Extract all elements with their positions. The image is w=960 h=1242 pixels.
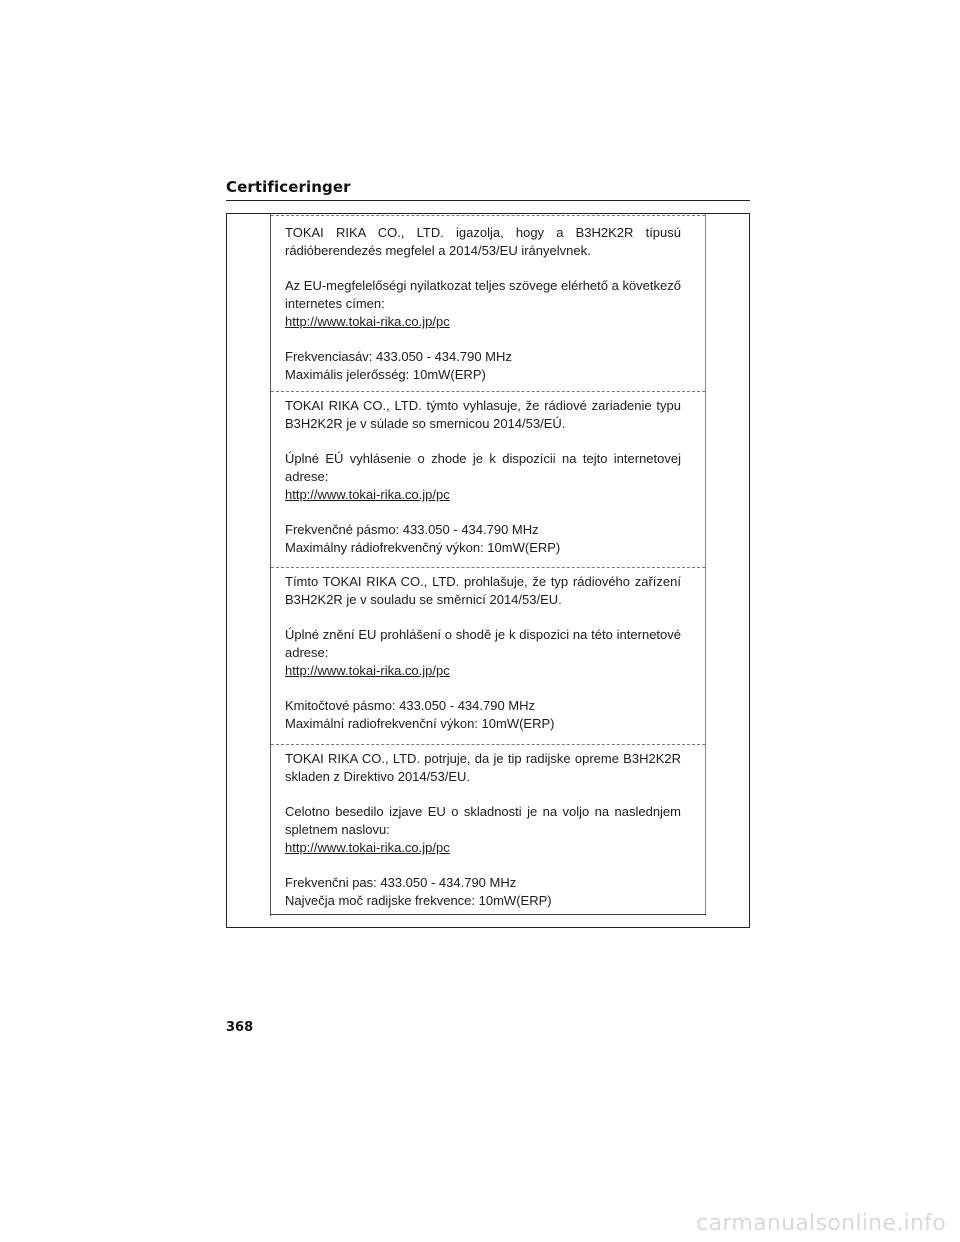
declaration-url-link[interactable]: http://www.tokai-rika.co.jp/pc (285, 487, 450, 502)
declaration-statement (285, 750, 681, 786)
declaration-availability (285, 803, 681, 857)
statement-line: TOKAI RIKA CO., LTD. igazolja, hogy a B3H2K2R típusú (285, 225, 681, 240)
declaration-specs (285, 874, 681, 910)
max-power: Maximális jelerősség: 10mW(ERP) (285, 367, 486, 382)
section-divider (271, 567, 705, 568)
availability-line: Úplné EÚ vyhlásenie o zhode je k dispozícii na tejto internetovej (285, 451, 681, 466)
max-power: Maximální radiofrekvenční výkon: 10mW(ERP) (285, 716, 555, 731)
availability-line: spletnem naslovu: (285, 822, 390, 837)
availability-line: Úplné znění EU prohlášení o shodě je k dispozici na této internetové (285, 627, 681, 642)
statement-line: B3H2K2R je v súlade so smernicou 2014/53/EÚ. (285, 416, 566, 431)
declaration-url-link[interactable]: http://www.tokai-rika.co.jp/pc (285, 840, 450, 855)
frequency-band: Frekvenciasáv: 433.050 - 434.790 MHz (285, 349, 512, 364)
header-rule (226, 200, 750, 201)
max-power: Maximálny rádiofrekvenčný výkon: 10mW(ERP) (285, 540, 561, 555)
declaration-slovenian (285, 750, 681, 910)
certificate-document (270, 214, 706, 916)
statement-line: rádióberendezés megfelel a 2014/53/EU irányelvnek. (285, 243, 591, 258)
declaration-specs (285, 697, 681, 733)
availability-line: Celotno besedilo izjave EU o skladnosti je na voljo na naslednjem (285, 804, 681, 819)
availability-line: adrese: (285, 645, 329, 660)
declaration-czech (285, 573, 681, 733)
statement-line: skladen z Direktivo 2014/53/EU. (285, 769, 470, 784)
declaration-statement (285, 573, 681, 609)
declaration-availability (285, 450, 681, 504)
declaration-specs (285, 348, 681, 384)
section-divider (271, 744, 705, 745)
declaration-specs (285, 521, 681, 557)
statement-line: Tímto TOKAI RIKA CO., LTD. prohlašuje, že typ rádiového zařízení (285, 574, 681, 589)
page-header (226, 178, 750, 201)
declaration-url-link[interactable]: http://www.tokai-rika.co.jp/pc (285, 314, 450, 329)
statement-line: TOKAI RIKA CO., LTD. potrjuje, da je tip radijske opreme B3H2K2R (285, 751, 681, 766)
watermark-text: carmanualsonline.info (696, 1211, 946, 1236)
declaration-url-link[interactable]: http://www.tokai-rika.co.jp/pc (285, 663, 450, 678)
availability-line: internetes címen: (285, 296, 385, 311)
declaration-availability (285, 277, 681, 331)
availability-line: Az EU-megfelelőségi nyilatkozat teljes szövege elérhető a következő (285, 278, 681, 293)
declaration-statement (285, 397, 681, 433)
declaration-slovak (285, 397, 681, 557)
declaration-statement (285, 224, 681, 260)
max-power: Največja moč radijske frekvence: 10mW(ERP) (285, 893, 552, 908)
frequency-band: Kmitočtové pásmo: 433.050 - 434.790 MHz (285, 698, 536, 713)
statement-line: TOKAI RIKA CO., LTD. týmto vyhlasuje, že rádiové zariadenie typu (285, 398, 681, 413)
availability-line: adrese: (285, 469, 329, 484)
section-divider (271, 391, 705, 392)
declaration-hungarian (285, 224, 681, 384)
page-number: 368 (226, 1020, 254, 1035)
frequency-band: Frekvenčni pas: 433.050 - 434.790 MHz (285, 875, 517, 890)
frequency-band: Frekvenčné pásmo: 433.050 - 434.790 MHz (285, 522, 539, 537)
section-divider (271, 215, 705, 216)
page-title: Certificeringer (226, 178, 351, 196)
statement-line: B3H2K2R je v souladu se směrnicí 2014/53/EU. (285, 592, 562, 607)
document-bottom-rule (270, 914, 706, 915)
declaration-availability (285, 626, 681, 680)
